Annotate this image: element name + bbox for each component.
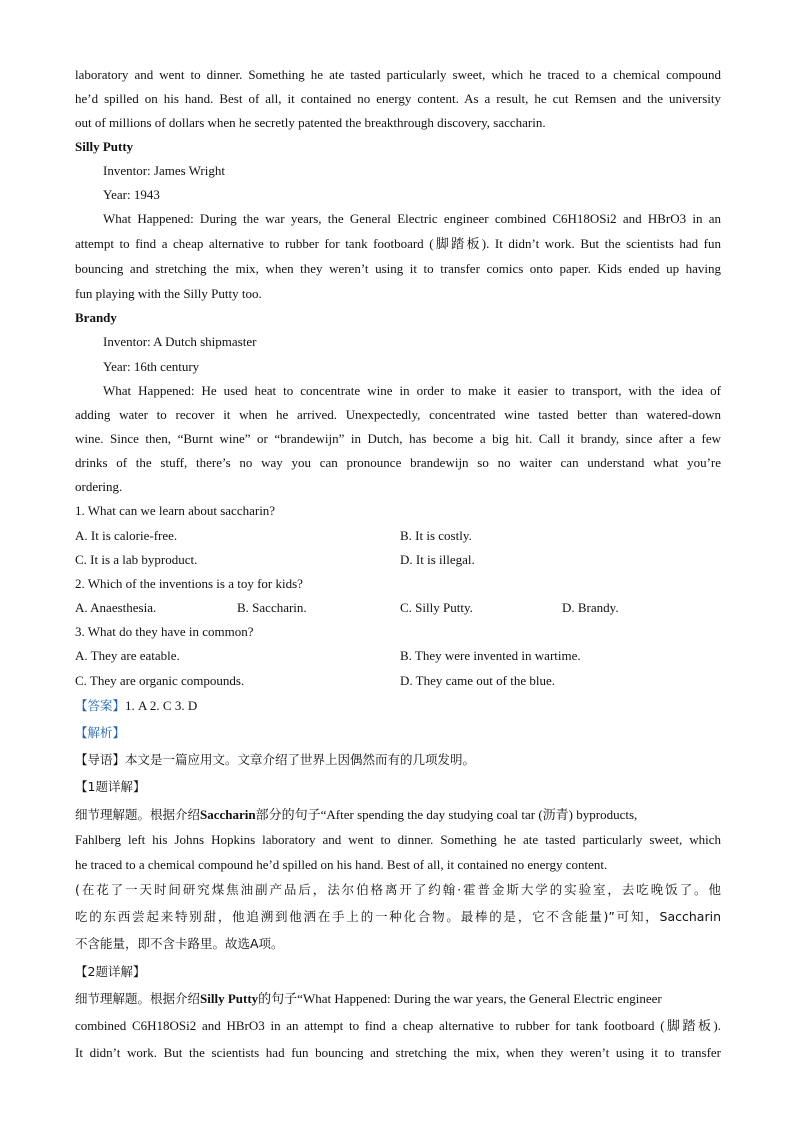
q1-detail-label: 【1题详解】 [75,779,146,794]
option-c: C. They are organic compounds. [75,673,245,688]
passage-line: wine. Since then, “Burnt wine” or “brandewijn” in Dutch, has become a big hit. Call it brandy, since after a few [75,431,721,446]
analysis-line: (在花了一天时间研究煤焦油副产品后，法尔伯格离开了约翰·霍普金斯大学的实验室，去吃晚饭了。他 [75,882,721,897]
passage-line: What Happened: During the war years, the General Electric engineer combined C6H18OSi2 and HBrO3 in an [103,211,721,226]
guide-label: 【导语】 [75,752,126,767]
q2-intro-line [75,990,662,1008]
q1-intro-prefix: 细节理解题。根据介绍 [75,807,201,822]
inventor-line: Inventor: James Wright [103,163,225,178]
analysis-line: 吃的东西尝起来特别甜，他追溯到他洒在手上的一种化合物。最棒的是，它不含能量)”可知，Saccharin [75,909,721,924]
section-heading-silly-putty: Silly Putty [75,139,134,154]
question-stem: 2. Which of the inventions is a toy for kids? [75,576,303,591]
option-a: A. Anaesthesia. [75,600,157,615]
passage-line: ordering. [75,479,123,494]
passage-line: What Happened: He used heat to concentrate wine in order to make it easier to transport, with the idea of [103,383,721,398]
option-b: B. They were invented in wartime. [400,648,581,663]
q2-intro-prefix: 细节理解题。根据介绍 [75,991,201,1006]
inventor-line: Inventor: A Dutch shipmaster [103,334,257,349]
passage-line: laboratory and went to dinner. Something he ate tasted particularly sweet, which he traced to a chemical compound [75,67,721,82]
options-row [75,672,721,690]
options-row [75,647,721,665]
year-line: Year: 1943 [103,187,160,202]
q2-intro-quote: 的句子“What Happened: During the war years, the General Electric engineer [258,991,662,1006]
options-row [75,599,721,617]
option-c: C. It is a lab byproduct. [75,552,198,567]
analysis-label: 【解析】 [75,725,126,740]
passage-line: drinks of the stuff, there’s no way you can pronounce brandewijn so no waiter can understand what you’re [75,455,721,470]
passage-line: fun playing with the Silly Putty too. [75,286,262,301]
analysis-line: Fahlberg left his Johns Hopkins laboratory and went to dinner. Something he ate tasted particularly sweet, which [75,832,721,847]
guide-text: 本文是一篇应用文。文章介绍了世界上因偶然而有的几项发明。 [125,752,476,767]
question-stem: 1. What can we learn about saccharin? [75,503,276,518]
option-b: B. It is costly. [400,528,472,543]
passage-line: out of millions of dollars when he secretly patented the breakthrough discovery, saccharin. [75,115,546,130]
options-row [75,527,721,545]
answer-line [75,697,197,715]
options-row [75,551,721,569]
q2-detail-label: 【2题详解】 [75,964,146,979]
option-d: D. Brandy. [562,600,619,615]
q1-intro-line [75,806,637,824]
analysis-line: he traced to a chemical compound he’d spilled on his hand. Best of all, it contained no energy content. [75,857,608,872]
year-line: Year: 16th century [103,359,200,374]
question-stem: 3. What do they have in common? [75,624,254,639]
option-c: C. Silly Putty. [400,600,473,615]
option-a: A. It is calorie-free. [75,528,178,543]
passage-line: bouncing and stretching the mix, when they weren’t using it to transfer comics onto paper. Kids ended up having [75,261,721,276]
answer-text: 1. A 2. C 3. D [125,698,198,713]
option-b: B. Saccharin. [237,600,307,615]
option-d: D. They came out of the blue. [400,673,555,688]
passage-line: attempt to find a cheap alternative to rubber for tank footboard (脚踏板). It didn’t work. But the scientists had fun [75,236,721,251]
option-d: D. It is illegal. [400,552,475,567]
analysis-line: combined C6H18OSi2 and HBrO3 in an attempt to find a cheap alternative to rubber for tank footboard (脚踏板). [75,1018,721,1033]
passage-line: he’d spilled on his hand. Best of all, it contained no energy content. As a result, he cut Remsen and the university [75,91,721,106]
q1-intro-quote: 部分的句子“After spending the day studying coal tar (沥青) byproducts, [255,807,638,822]
analysis-line: 不含能量，即不含卡路里。故选A项。 [75,936,284,951]
section-heading-brandy: Brandy [75,310,117,325]
q1-keyword: Saccharin [200,807,256,822]
option-a: A. They are eatable. [75,648,180,663]
guide-line [75,751,475,769]
passage-line: adding water to recover it when he arrived. Unexpectedly, concentrated wine tasted better than watered-down [75,407,721,422]
analysis-line: It didn’t work. But the scientists had fun bouncing and stretching the mix, when they weren’t using it to transfer [75,1045,721,1060]
answer-label: 【答案】 [75,698,126,713]
q2-keyword: Silly Putty [200,991,259,1006]
